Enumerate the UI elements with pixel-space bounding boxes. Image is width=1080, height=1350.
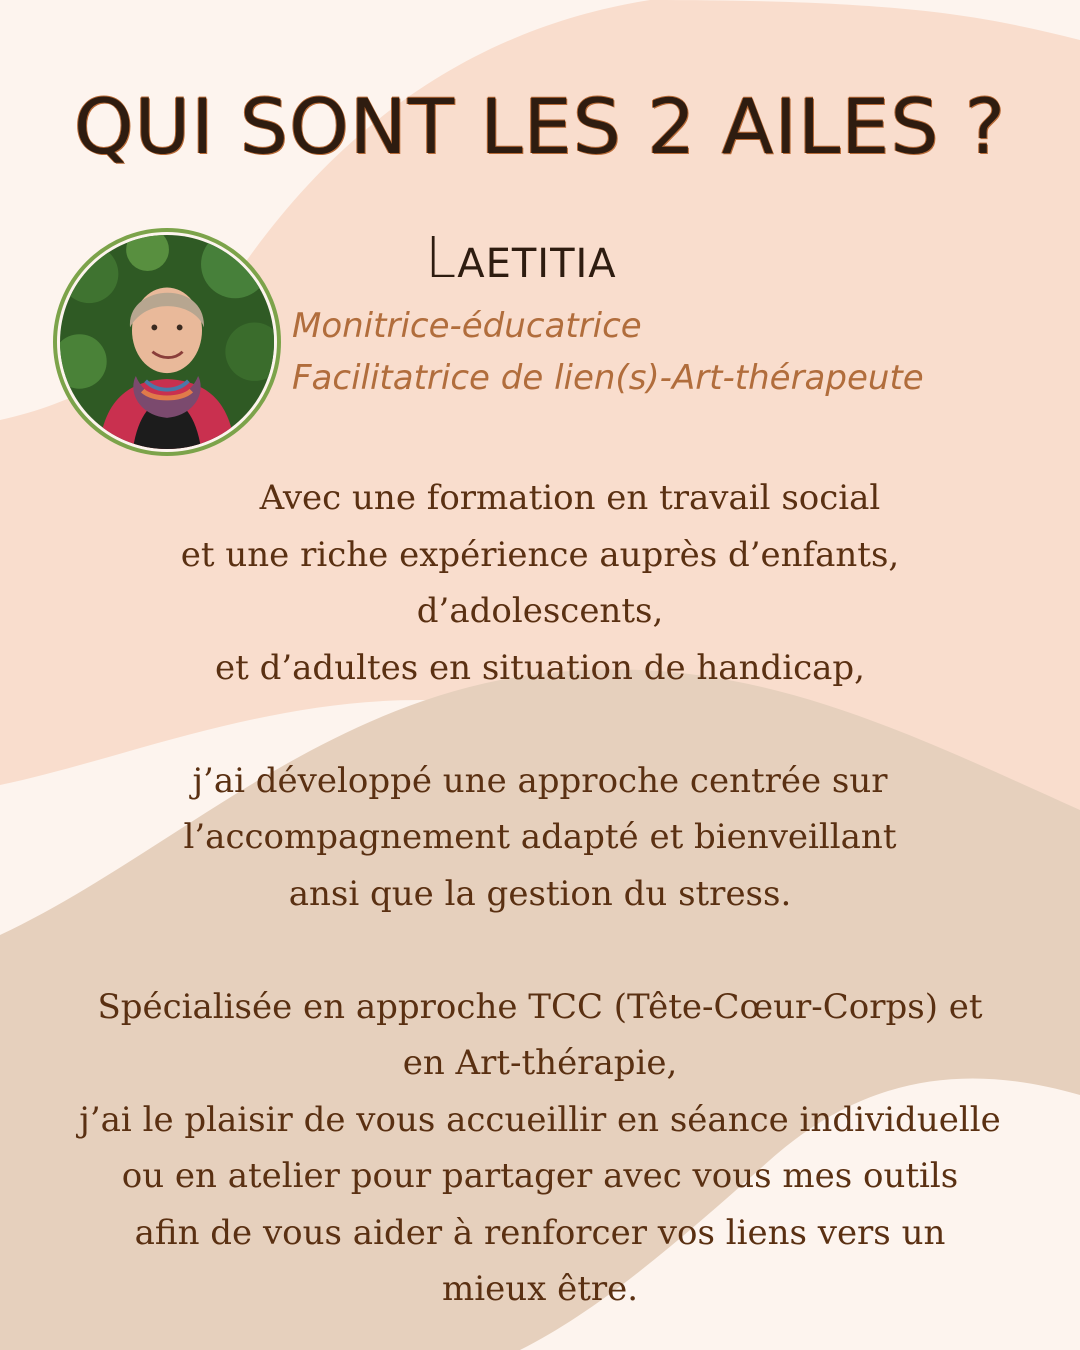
bio-line: Avec une formation en travail social [259,478,881,518]
bio-line: l’accompagnement adapté et bienveillant [183,817,897,857]
page-title: QUI SONT LES 2 AILES ? [73,82,1007,171]
paragraph-gap [40,696,1040,753]
bio-text [40,470,1040,1318]
bio-line: ansi que la gestion du stress. [288,873,792,914]
person-name [425,226,617,291]
bio-line: et une riche expérience auprès d’enfants, [180,534,900,575]
bio-line: mieux être. [441,1269,639,1309]
role-line: Monitrice-éducatrice [292,306,642,346]
avatar [53,228,281,456]
bio-line: d’adolescents, [416,591,664,631]
bio-line: en Art-thérapie, [402,1043,678,1083]
person-roles [292,300,924,404]
paragraph-gap [40,922,1040,979]
role-line: Facilitatrice de lien(s)-Art-thérapeute [292,358,924,398]
bio-line: afin de vous aider à renforcer vos liens vers un [134,1212,946,1253]
portrait-photo-icon [60,235,274,449]
bio-line: ou en atelier pour partager avec vous mes outils [121,1156,959,1196]
bio-line: et d’adultes en situation de handicap, [215,647,865,688]
bio-line: Spécialisée en approche TCC (Tête-Cœur-Corps) et [97,986,983,1027]
name-initial: L [425,226,458,291]
bio-line: j’ai le plaisir de vous accueillir en séance individuelle [79,1099,1001,1140]
bio-line: j’ai développé une approche centrée sur [192,760,888,801]
name-rest: AETITIA [457,241,617,287]
